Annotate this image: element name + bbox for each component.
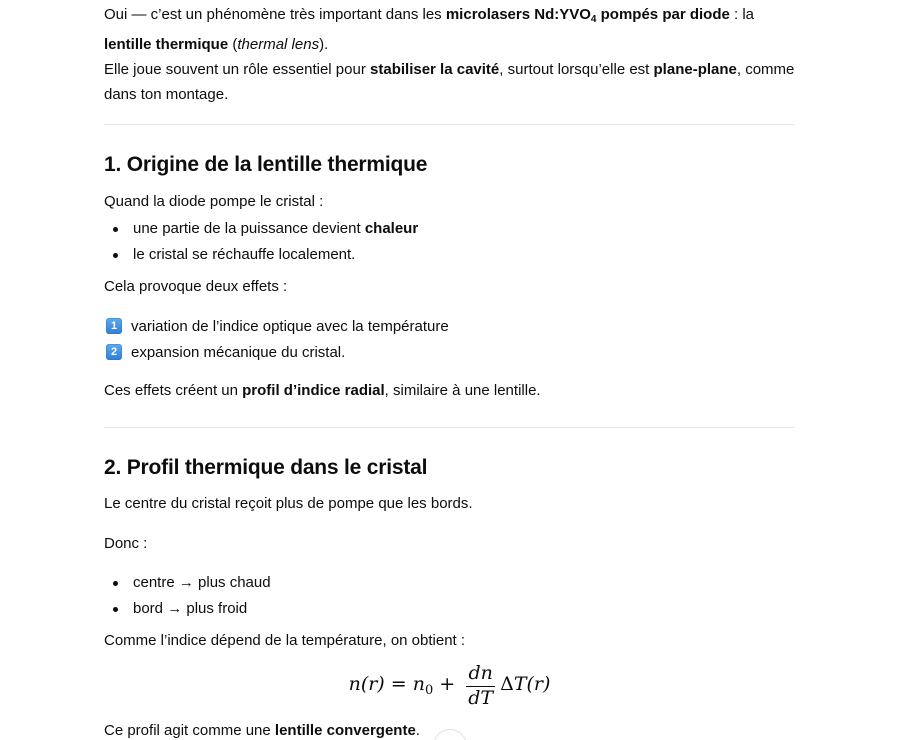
text-run-bold: lentille thermique — [104, 36, 229, 53]
text-run: centre → plus chaud — [133, 574, 271, 591]
list-item — [104, 570, 795, 596]
section-divider — [104, 124, 795, 125]
math-subscript-0: 0 — [424, 682, 434, 698]
paragraph — [104, 378, 795, 403]
text-run: : la — [729, 6, 755, 23]
text-run: Ces effets créent un — [104, 382, 243, 399]
paragraph: Comme l’indice dépend de la température, on obtient : — [104, 632, 466, 649]
list-item — [104, 216, 795, 242]
text-run-bold: microlasers Nd:YVO — [445, 6, 591, 23]
text-run: bord → plus froid — [133, 600, 248, 617]
math-fraction — [466, 663, 495, 710]
paragraph: Cela provoque deux effets : — [104, 278, 288, 295]
list-item — [104, 242, 795, 268]
section-2-heading: 2. Profil thermique dans le cristal — [104, 456, 428, 479]
text-run-bold: stabiliser la cavité — [370, 61, 500, 78]
text-run: le cristal se réchauffe localement. — [133, 246, 356, 263]
numbered-effects-list — [106, 313, 797, 365]
text-run: . — [415, 722, 420, 739]
text-run: une partie de la puissance devient — [133, 220, 365, 237]
paragraph: Quand la diode pompe le cristal : — [104, 193, 324, 210]
math-rhs: T(r) — [513, 672, 551, 695]
keycap-2-icon: 2 — [106, 344, 122, 360]
math-plus: + — [433, 672, 462, 695]
text-run: , surtout lorsqu’elle est — [499, 61, 654, 78]
text-run-bold: lentille convergente — [274, 722, 416, 739]
text-run: Ce profil agit comme une — [104, 722, 275, 739]
paragraph: Donc : — [104, 535, 148, 552]
text-run: expansion mécanique du cristal. — [131, 343, 346, 361]
text-run-italic: thermal lens — [237, 36, 320, 53]
subscript-4: 4 — [590, 14, 597, 25]
text-run: ( — [228, 36, 238, 53]
text-run-bold: profil d’indice radial — [242, 382, 385, 399]
list-item — [106, 339, 797, 365]
text-run-bold: pompés par diode — [596, 6, 730, 23]
text-run-bold: plane-plane — [653, 61, 737, 78]
keycap-1-icon: 1 — [106, 318, 122, 334]
fraction-numerator: dn — [466, 663, 495, 687]
text-run: , similaire à une lentille. — [384, 382, 541, 399]
text-run: variation de l’indice optique avec la température — [131, 317, 449, 335]
text-run: Oui — c’est un phénomène très important dans les — [104, 6, 446, 23]
section-1-heading: 1. Origine de la lentille thermique — [104, 153, 428, 176]
text-run: Elle joue souvent un rôle essentiel pour — [104, 61, 371, 78]
bullet-list — [104, 570, 795, 622]
paragraph: Le centre du cristal reçoit plus de pompe que les bords. — [104, 495, 473, 512]
intro-paragraph — [104, 2, 795, 107]
text-run: , comme dans ton montage. — [104, 61, 795, 103]
list-item — [106, 313, 797, 339]
math-delta: Δ — [500, 672, 514, 695]
math-formula — [104, 663, 795, 710]
message-content — [104, 0, 795, 740]
fraction-denominator: dT — [468, 686, 494, 709]
text-run: ). — [319, 36, 329, 53]
math-lhs: n(r) = n — [348, 672, 425, 695]
bullet-list — [104, 216, 795, 268]
list-item — [104, 596, 795, 622]
section-divider — [104, 427, 795, 428]
text-run-bold: chaleur — [364, 220, 419, 237]
